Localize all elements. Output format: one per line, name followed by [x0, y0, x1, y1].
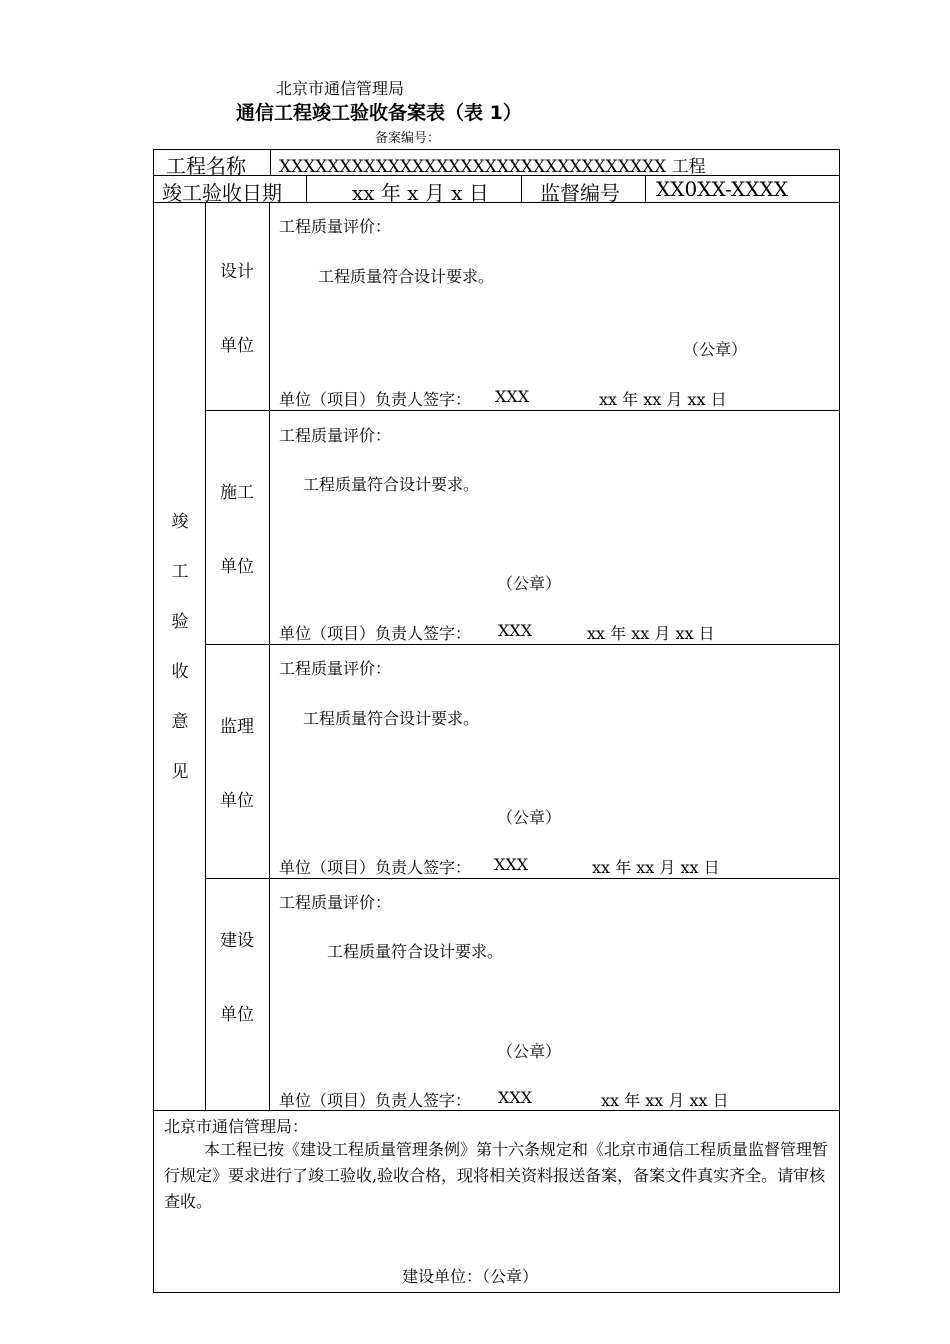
row-divider [205, 878, 840, 879]
quality-eval-label: 工程质量评价： [279, 426, 392, 445]
official-seal: （公章） [683, 340, 748, 359]
unit-name: 设计 [220, 262, 254, 282]
footer-signature: 建设单位：（公章） [402, 1267, 539, 1286]
unit-name: 单位 [220, 557, 254, 577]
project-name-value: XXXXXXXXXXXXXXXXXXXXXXXXXXXXXXXX 工程 [279, 157, 706, 177]
signature-date: xx 年 xx 月 xx 日 [601, 1091, 729, 1110]
official-seal: （公章） [497, 1042, 562, 1061]
quality-eval-label: 工程质量评价： [279, 659, 392, 678]
filing-number-label: 备案编号： [375, 131, 441, 146]
row-divider [205, 410, 840, 411]
signer-name: XXX [498, 1088, 533, 1107]
col-divider [521, 175, 522, 203]
row-divider [205, 644, 840, 645]
opinion-label-char: 验 [171, 612, 189, 632]
project-name-label: 工程名称 [166, 154, 246, 178]
opinion-label-char: 见 [171, 762, 189, 782]
opinion-label-char: 竣 [171, 512, 189, 532]
quality-eval-text: 工程质量符合设计要求。 [303, 709, 480, 728]
quality-eval-text: 工程质量符合设计要求。 [303, 475, 480, 494]
signature-label: 单位（项目）负责人签字： [279, 858, 472, 877]
signer-name: XXX [498, 621, 533, 640]
col-divider [269, 202, 270, 1111]
signer-name: XXX [495, 387, 530, 406]
table-border-top [153, 149, 840, 150]
table-border-bottom [153, 1292, 840, 1293]
footer-addressee: 北京市通信管理局： [164, 1117, 309, 1136]
unit-name: 建设 [220, 931, 254, 951]
col-divider [306, 175, 307, 203]
quality-eval-text: 工程质量符合设计要求。 [327, 942, 504, 961]
opinion-label-char: 工 [171, 562, 189, 582]
official-seal: （公章） [497, 808, 562, 827]
table-border-right [839, 149, 840, 1293]
unit-name: 施工 [220, 483, 254, 503]
col-divider [645, 175, 646, 203]
footer-statement: 本工程已按《建设工程质量管理条例》第十六条规定和《北京市通信工程质量监督管理暂行规定》要求进行了竣工验收,验收合格，现将相关资料报送备案，备案文件真实齐全。请审核查收。 [164, 1140, 829, 1211]
opinion-label-char: 意 [171, 712, 189, 732]
quality-eval-label: 工程质量评价： [279, 893, 392, 912]
col-divider [205, 202, 206, 1111]
signature-date: xx 年 xx 月 xx 日 [592, 858, 720, 877]
unit-name: 单位 [220, 791, 254, 811]
signature-date: xx 年 xx 月 xx 日 [587, 624, 715, 643]
row-divider [153, 1110, 840, 1111]
signature-label: 单位（项目）负责人签字： [279, 1091, 472, 1110]
form-title: 通信工程竣工验收备案表（表 1） [236, 102, 522, 124]
completion-date-value: xx 年 x 月 x 日 [352, 181, 489, 205]
opinion-label-char: 收 [171, 662, 189, 682]
unit-name: 监理 [220, 717, 254, 737]
signature-label: 单位（项目）负责人签字： [279, 390, 472, 409]
signature-label: 单位（项目）负责人签字： [279, 624, 472, 643]
supervision-number-value: XX0XX-XXXX [656, 177, 788, 201]
quality-eval-label: 工程质量评价： [279, 217, 392, 236]
quality-eval-text: 工程质量符合设计要求。 [318, 267, 495, 286]
unit-name: 单位 [220, 1005, 254, 1025]
completion-date-label: 竣工验收日期 [162, 181, 282, 205]
col-divider [270, 149, 271, 176]
unit-name: 单位 [220, 336, 254, 356]
official-seal: （公章） [497, 574, 562, 593]
signature-date: xx 年 xx 月 xx 日 [599, 390, 727, 409]
agency-name: 北京市通信管理局 [276, 79, 405, 98]
table-border-left [153, 149, 154, 1293]
supervision-number-label: 监督编号 [540, 181, 620, 205]
signer-name: XXX [494, 855, 529, 874]
